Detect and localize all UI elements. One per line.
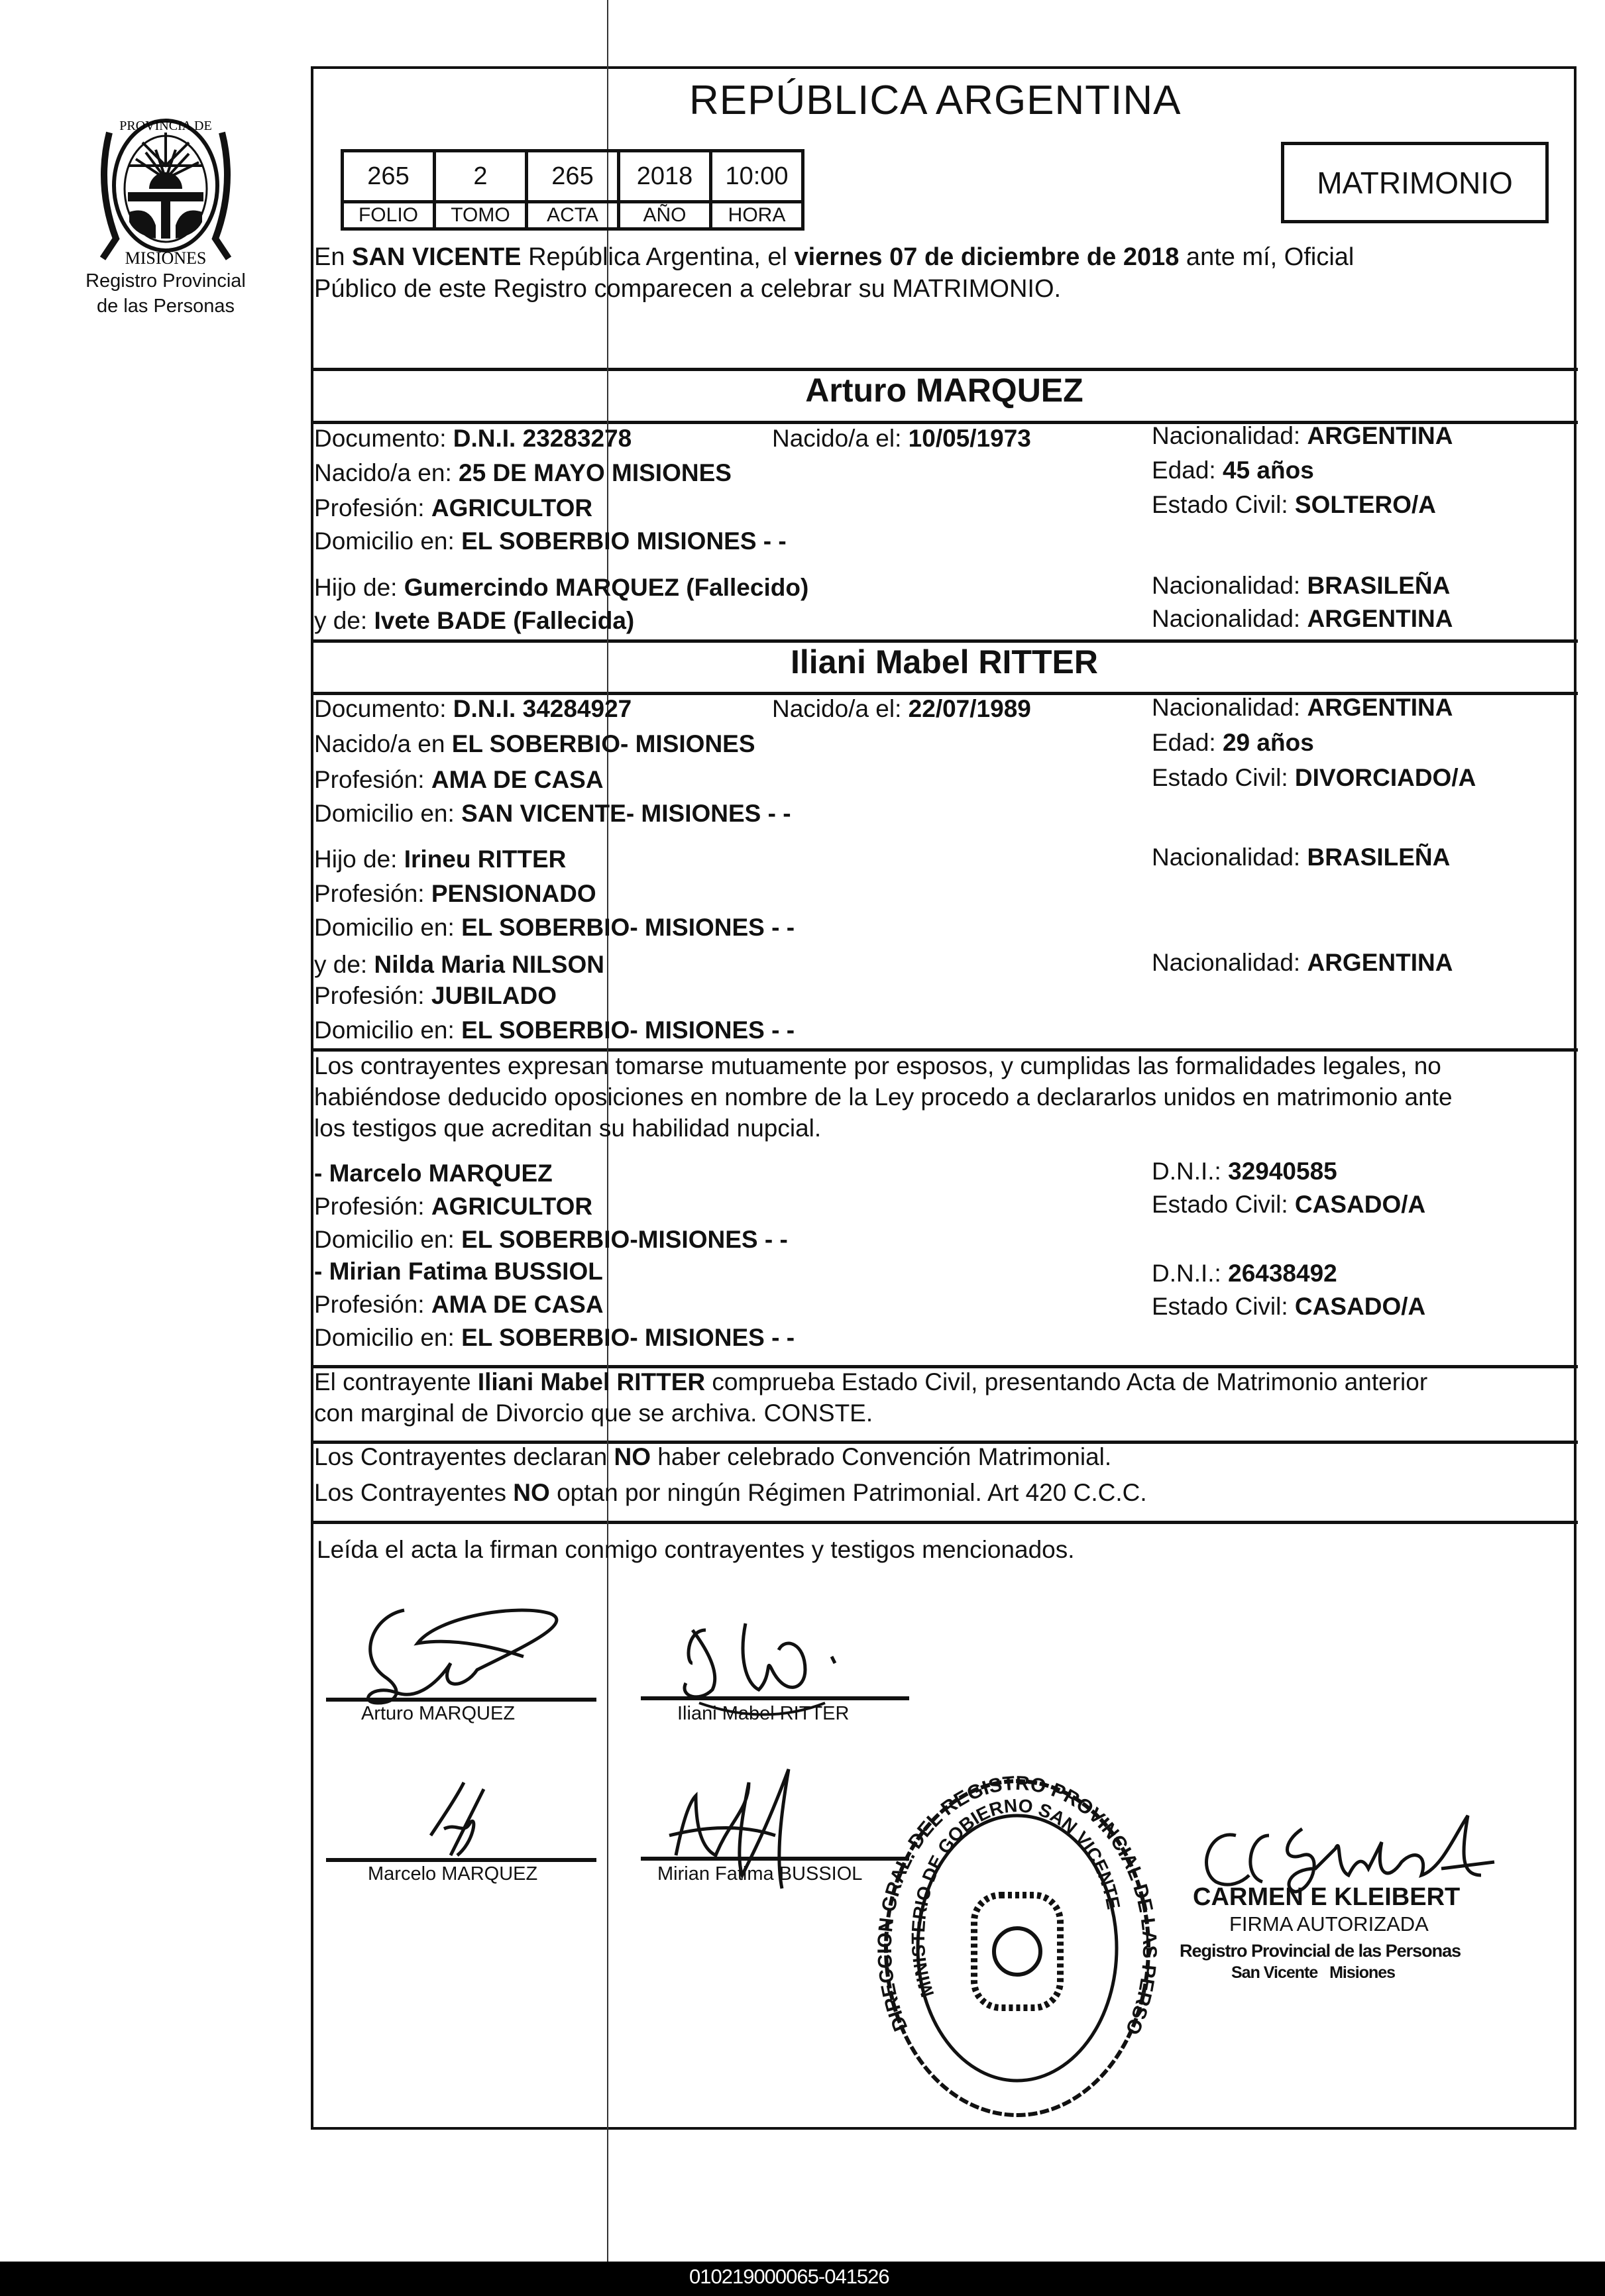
intro-date: viernes 07 de diciembre de 2018 — [794, 243, 1180, 271]
spouse2-mother — [314, 950, 604, 979]
spouse2-domicilio — [314, 799, 791, 828]
field-value: BRASILEÑA — [1307, 844, 1451, 871]
spouse2-father-profesion — [314, 879, 596, 908]
signature-label-witness1: Marcelo MARQUEZ — [368, 1863, 538, 1885]
patrimonial-text: Los Contrayentes — [314, 1479, 514, 1506]
field-label: Nacionalidad: — [1152, 844, 1307, 871]
patrimonial-line-2 — [314, 1478, 1147, 1507]
patrimonial-text: Los Contrayentes declaran — [314, 1443, 614, 1470]
record-type-label: MATRIMONIO — [1317, 165, 1513, 200]
declaration-line-2: habiéndose deducido oposiciones en nombre de la Ley procedo a declararlos unidos en matrimonio ante — [314, 1083, 1453, 1111]
field-label: Domicilio en: — [314, 527, 462, 555]
field-value: Ivete BADE (Fallecida) — [374, 607, 635, 634]
spouse2-father-nacionalidad — [1152, 843, 1450, 872]
field-value: PENSIONADO — [431, 880, 596, 907]
field-label: Nacionalidad: — [1152, 694, 1307, 721]
field-label: Edad: — [1152, 457, 1223, 484]
intro-text: ante mí, Oficial — [1179, 243, 1355, 271]
field-value: Irineu RITTER — [404, 846, 567, 873]
spouse1-father — [314, 573, 808, 602]
intro-line-1 — [314, 243, 1354, 272]
registry-caption-line1: Registro Provincial — [85, 270, 246, 292]
witness2-profesion — [314, 1290, 604, 1319]
patrimonial-line-1 — [314, 1443, 1111, 1472]
field-value: JUBILADO — [431, 982, 557, 1009]
country-title: REPÚBLICA ARGENTINA — [689, 78, 1182, 123]
field-label: D.N.I.: — [1152, 1260, 1229, 1287]
spouse1-edad — [1152, 456, 1314, 485]
patrimonial-no: NO — [513, 1479, 550, 1506]
spouse1-domicilio — [314, 527, 787, 556]
declaration-line-3: los testigos que acreditan su habilidad nupcial. — [314, 1115, 822, 1142]
field-label: Domicilio en: — [314, 914, 462, 941]
field-value: ARGENTINA — [1307, 694, 1453, 721]
field-label: Profesión: — [314, 982, 431, 1009]
official-stamp-icon — [873, 1759, 1161, 2120]
field-value: EL SOBERBIO-MISIONES - - — [461, 1226, 788, 1253]
field-label: Nacionalidad: — [1152, 605, 1307, 632]
signature-label-witness2: Mirian Fatima BUSSIOL — [657, 1863, 863, 1885]
field-value: AMA DE CASA — [431, 1291, 604, 1318]
registry-caption-line2: de las Personas — [97, 296, 235, 317]
spouse2-profesion — [314, 765, 604, 794]
note-text: comprueba Estado Civil, presentando Acta de Matrimonio anterior — [705, 1368, 1428, 1395]
field-label: Estado Civil: — [1152, 764, 1295, 791]
field-value: AGRICULTOR — [431, 494, 593, 521]
field-label: Hijo de: — [314, 574, 404, 601]
witness1-dni — [1152, 1157, 1337, 1186]
spouse1-profesion — [314, 494, 592, 523]
field-label: Estado Civil: — [1152, 491, 1295, 518]
field-value: 45 años — [1222, 457, 1314, 484]
logo-text-top: PROVINCIA DE — [119, 119, 212, 133]
spouse2-estado-civil — [1152, 763, 1476, 793]
hora-label: HORA — [711, 202, 803, 229]
field-value: ARGENTINA — [1307, 949, 1453, 976]
civil-status-note-line-2: con marginal de Divorcio que se archiva. CONSTE. — [314, 1399, 873, 1427]
field-label: Nacionalidad: — [1152, 422, 1307, 449]
signature-marcelo-icon — [411, 1776, 517, 1862]
intro-text: En — [314, 243, 353, 271]
spouse2-edad — [1152, 728, 1314, 757]
intro-text: República Argentina, el — [521, 243, 795, 271]
field-value: DIVORCIADO/A — [1294, 764, 1476, 791]
field-label: Domicilio en: — [314, 1226, 462, 1253]
field-value: EL SOBERBIO- MISIONES - - — [461, 914, 795, 941]
field-label: Nacionalidad: — [1152, 949, 1307, 976]
document-code: 010219000065-041526 — [689, 2265, 889, 2288]
note-text: El contrayente — [314, 1368, 478, 1395]
official-name: CARMEN E KLEIBERT — [1193, 1883, 1461, 1911]
field-value: 25 DE MAYO MISIONES — [459, 459, 732, 486]
spouse2-documento — [314, 694, 632, 724]
field-label: Hijo de: — [314, 846, 404, 873]
field-value: 29 años — [1222, 729, 1314, 756]
stamp-inner-text: MINISTERIO DE GOBIERNO SAN VICENTE — [907, 1795, 1125, 2000]
folio-value: 265 — [343, 151, 435, 202]
witness1-name: - Marcelo MARQUEZ — [314, 1160, 553, 1187]
official-title: FIRMA AUTORIZADA — [1229, 1912, 1429, 1936]
signature-official-icon — [1190, 1809, 1501, 1895]
spouse1-documento — [314, 424, 632, 453]
tomo-label: TOMO — [435, 202, 527, 229]
acta-value: 265 — [527, 151, 619, 202]
logo-text-bottom: MISIONES — [125, 248, 207, 268]
anio-value: 2018 — [619, 151, 711, 202]
spouse1-nacido-en — [314, 459, 732, 488]
stamp-outer-text: DIRECCION GRAL. DEL REGISTRO PROVINCIAL DE LAS PERSONAS — [873, 1759, 1161, 2038]
field-label: Domicilio en: — [314, 800, 462, 827]
spouse1-nacido-el — [772, 424, 1031, 453]
field-value: AGRICULTOR — [431, 1193, 593, 1220]
spouse1-name-heading: Arturo MARQUEZ — [805, 372, 1083, 409]
spouse1-estado-civil — [1152, 490, 1436, 519]
official-office: Registro Provincial de las Personas — [1180, 1941, 1461, 1961]
field-value: EL SOBERBIO- MISIONES - - — [461, 1324, 795, 1351]
field-value: SOLTERO/A — [1294, 491, 1437, 518]
witness1-domicilio — [314, 1225, 788, 1254]
spouse1-father-nacionalidad — [1152, 571, 1450, 600]
witness1-estado-civil — [1152, 1190, 1425, 1219]
patrimonial-text: optan por ningún Régimen Patrimonial. Art 420 C.C.C. — [549, 1479, 1147, 1506]
field-value: CASADO/A — [1294, 1293, 1426, 1320]
province-coat-of-arms-icon — [89, 106, 242, 268]
field-label: Domicilio en: — [314, 1016, 462, 1044]
record-type-box — [1281, 142, 1549, 223]
field-label: Nacionalidad: — [1152, 572, 1307, 599]
spouse2-nacionalidad — [1152, 693, 1453, 722]
spouse1-mother-nacionalidad — [1152, 604, 1453, 633]
folio-label: FOLIO — [343, 202, 435, 229]
witness2-dni — [1152, 1259, 1337, 1288]
field-value: CASADO/A — [1294, 1191, 1426, 1218]
field-value: EL SOBERBIO- MISIONES - - — [461, 1016, 795, 1044]
official-location: San Vicente Misiones — [1231, 1963, 1396, 1982]
patrimonial-no: NO — [614, 1443, 651, 1470]
anio-label: AÑO — [619, 202, 711, 229]
acta-label: ACTA — [527, 202, 619, 229]
field-label: Profesión: — [314, 494, 431, 521]
field-value: ARGENTINA — [1307, 605, 1453, 632]
field-label: Nacido/a en: — [314, 459, 459, 486]
field-value: Gumercindo MARQUEZ (Fallecido) — [404, 574, 809, 601]
field-value: D.N.I. 34284927 — [453, 695, 632, 722]
field-value: ARGENTINA — [1307, 422, 1453, 449]
field-label: y de: — [314, 607, 374, 634]
signature-label-spouse1: Arturo MARQUEZ — [361, 1703, 516, 1724]
signature-iliani-icon — [673, 1617, 924, 1716]
field-label: Domicilio en: — [314, 1324, 462, 1351]
witness2-estado-civil — [1152, 1292, 1425, 1321]
civil-status-note-line-1 — [314, 1368, 1427, 1397]
field-label: Edad: — [1152, 729, 1223, 756]
field-label: Nacido/a el: — [772, 425, 909, 452]
field-value: EL SOBERBIO- MISIONES — [451, 730, 755, 757]
witness2-name: - Mirian Fatima BUSSIOL — [314, 1258, 603, 1285]
witness2-domicilio — [314, 1323, 795, 1352]
field-label: Profesión: — [314, 766, 431, 793]
spouse2-nacido-el — [772, 694, 1031, 724]
field-value: 10/05/1973 — [908, 425, 1031, 452]
field-label: Estado Civil: — [1152, 1191, 1295, 1218]
spouse2-name-heading: Iliani Mabel RITTER — [791, 643, 1098, 681]
field-value: SAN VICENTE- MISIONES - - — [461, 800, 791, 827]
field-label: Documento: — [314, 425, 453, 452]
patrimonial-text: haber celebrado Convención Matrimonial. — [651, 1443, 1112, 1470]
intro-line-2: Público de este Registro comparecen a celebrar su MATRIMONIO. — [314, 275, 1062, 303]
signature-line — [326, 1858, 596, 1862]
field-label: D.N.I.: — [1152, 1158, 1229, 1185]
spouse2-mother-nacionalidad — [1152, 948, 1453, 977]
closing-statement: Leída el acta la firman conmigo contrayentes y testigos mencionados. — [317, 1536, 1075, 1563]
field-label: Nacido/a en — [314, 730, 452, 757]
field-label: Estado Civil: — [1152, 1293, 1295, 1320]
intro-city: SAN VICENTE — [352, 243, 522, 271]
signature-line — [641, 1696, 909, 1700]
witness1-profesion — [314, 1192, 592, 1221]
field-value: AMA DE CASA — [431, 766, 604, 793]
section-divider — [311, 1521, 1578, 1524]
tomo-value: 2 — [435, 151, 527, 202]
spouse2-nacido-en — [314, 730, 755, 759]
field-label: y de: — [314, 951, 374, 978]
signature-label-spouse2: Iliani Mabel RITTER — [677, 1703, 850, 1724]
field-value: 26438492 — [1228, 1260, 1337, 1287]
field-value: BRASILEÑA — [1307, 572, 1451, 599]
spouse2-mother-domicilio — [314, 1016, 795, 1045]
spouse2-mother-profesion — [314, 981, 557, 1011]
field-label: Documento: — [314, 695, 453, 722]
field-value: 22/07/1989 — [908, 695, 1031, 722]
record-reference-table — [341, 149, 804, 231]
field-value: Nilda Maria NILSON — [374, 951, 604, 978]
field-value: EL SOBERBIO MISIONES - - — [461, 527, 787, 555]
spouse2-father — [314, 845, 566, 874]
hora-value: 10:00 — [711, 151, 803, 202]
field-label: Profesión: — [314, 1193, 431, 1220]
spouse1-nacionalidad — [1152, 421, 1453, 451]
note-name: Iliani Mabel RITTER — [477, 1368, 706, 1395]
field-label: Profesión: — [314, 880, 431, 907]
spouse1-mother — [314, 606, 634, 635]
field-value: 32940585 — [1228, 1158, 1337, 1185]
declaration-line-1: Los contrayentes expresan tomarse mutuamente por esposos, y cumplidas las formalidades legales, no — [314, 1052, 1441, 1079]
spouse2-father-domicilio — [314, 913, 795, 942]
signature-line — [326, 1698, 596, 1702]
field-label: Nacido/a el: — [772, 695, 909, 722]
field-value: D.N.I. 23283278 — [453, 425, 632, 452]
signature-line — [641, 1857, 909, 1861]
field-label: Profesión: — [314, 1291, 431, 1318]
